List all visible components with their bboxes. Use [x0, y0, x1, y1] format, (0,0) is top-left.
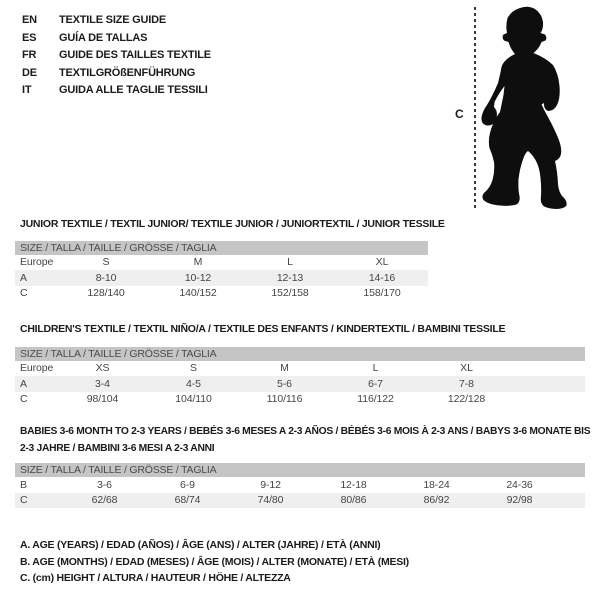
table-row [15, 286, 428, 302]
size-header-bar: SIZE / TALLA / TAILLE / GRÖSSE / TAGLIA [15, 463, 585, 477]
junior-section [15, 216, 445, 301]
table-row [15, 477, 585, 493]
size-cell: 80/86 [340, 494, 367, 507]
row-label-cell: Europe [20, 362, 54, 375]
size-cell: 6-7 [368, 377, 383, 390]
section-title: JUNIOR TEXTILE / TEXTIL JUNIOR/ TEXTILE JUNIOR / JUNIORTEXTIL / JUNIOR TESSILE [20, 218, 445, 230]
language-code: FR [22, 49, 37, 62]
language-label: TEXTILGRÖßENFÜHRUNG [59, 66, 196, 79]
filler-cell [561, 493, 585, 509]
filler-cell [561, 477, 585, 493]
row-label-cell: C [20, 393, 28, 406]
footnote-line: C. (cm) HEIGHT / ALTURA / HAUTEUR / HÖHE / ALTEZZA [20, 572, 291, 584]
table-row [15, 255, 428, 271]
size-cell: M [280, 362, 289, 375]
size-cell: L [372, 362, 379, 375]
size-cell: XL [460, 362, 473, 375]
size-cell: 7-8 [459, 377, 474, 390]
filler-cell [512, 361, 585, 377]
size-cell: 12-13 [276, 271, 304, 284]
size-cell: 18-24 [423, 478, 450, 491]
size-cell: 140/152 [179, 287, 217, 300]
row-label-cell: A [20, 271, 27, 284]
size-cell: 9-12 [260, 478, 281, 491]
language-code: IT [22, 84, 32, 97]
size-header-bar: SIZE / TALLA / TAILLE / GRÖSSE / TAGLIA [15, 347, 585, 361]
language-label: GUIDA ALLE TAGLIE TESSILI [59, 84, 208, 97]
size-cell: 6-9 [180, 478, 195, 491]
size-header-bar: SIZE / TALLA / TAILLE / GRÖSSE / TAGLIA [15, 241, 428, 255]
babies-size-table [15, 477, 585, 508]
size-cell: 104/110 [175, 393, 212, 406]
size-cell: 5-6 [277, 377, 292, 390]
table-row [15, 270, 428, 286]
size-cell: S [190, 362, 197, 375]
size-cell: 116/122 [357, 393, 394, 406]
size-cell: 4-5 [186, 377, 201, 390]
language-code: EN [22, 14, 37, 26]
baby-silhouette-icon [470, 0, 570, 215]
size-cell: 68/74 [174, 494, 201, 507]
size-cell: 74/80 [257, 494, 284, 507]
size-cell: 86/92 [423, 494, 450, 507]
table-row [15, 392, 585, 408]
table-row [15, 493, 585, 509]
size-cell: 8-10 [95, 271, 117, 284]
language-label: GUIDE DES TAILLES TEXTILE [59, 49, 211, 62]
childrens-section [15, 321, 585, 407]
footnote-line: B. AGE (MONTHS) / EDAD (MESES) / ÂGE (MOIS) / ALTER (MONATE) / ETÀ (MESI) [20, 555, 409, 568]
size-cell: 158/170 [363, 287, 401, 300]
table-row [15, 361, 585, 377]
footnote-line: A. AGE (YEARS) / EDAD (AÑOS) / ÂGE (ANS) / ALTER (JAHRE) / ETÀ (ANNI) [20, 539, 381, 551]
size-cell: 12-18 [340, 478, 367, 491]
size-cell: M [193, 256, 203, 269]
language-code: ES [22, 31, 37, 44]
section-title: CHILDREN'S TEXTILE / TEXTIL NIÑO/A / TEXTILE DES ENFANTS / KINDERTEXTIL / BAMBINI TESSILE [20, 323, 506, 335]
size-cell: 152/158 [271, 287, 309, 300]
language-label: TEXTILE SIZE GUIDE [59, 14, 167, 26]
language-code: DE [22, 66, 37, 79]
table-row [15, 376, 585, 392]
size-cell: 98/104 [86, 393, 119, 406]
language-list [22, 12, 211, 100]
size-cell: 122/128 [447, 393, 486, 406]
row-label-cell: C [20, 287, 28, 300]
height-label: C [455, 107, 464, 121]
size-cell: 128/140 [87, 287, 125, 300]
size-cell: XS [95, 362, 110, 375]
section-title: BABIES 3-6 MONTH TO 2-3 YEARS / BEBÉS 3-6 MESES A 2-3 AÑOS / BÉBÉS 3-6 MOIS À 2-3 ANS / BABYS 3-6 MONATE BIS 2-3 JAHRE / BAMBINI 3-6 MESI A 2-3 ANNI [20, 426, 591, 454]
size-cell: 10-12 [184, 271, 212, 284]
junior-size-table [15, 255, 428, 302]
size-cell: 92/98 [506, 494, 533, 507]
size-cell: 62/68 [91, 494, 118, 507]
size-cell: 110/116 [266, 393, 303, 406]
filler-cell [512, 392, 585, 408]
size-cell: 24-36 [506, 478, 533, 491]
size-cell: L [287, 256, 293, 269]
childrens-size-table [15, 361, 585, 408]
size-cell: 3-6 [97, 478, 112, 491]
size-cell: XL [375, 256, 389, 269]
footnotes [20, 537, 409, 587]
size-cell: S [102, 256, 110, 269]
size-cell: 14-16 [368, 271, 396, 284]
language-label: GUÍA DE TALLAS [59, 31, 148, 44]
filler-cell [512, 376, 585, 392]
size-cell: 3-4 [95, 377, 110, 390]
row-label-cell: A [20, 377, 27, 390]
row-label-cell: Europe [20, 256, 54, 269]
babies-section [15, 424, 591, 508]
row-label-cell: B [20, 478, 27, 491]
row-label-cell: C [20, 494, 28, 507]
